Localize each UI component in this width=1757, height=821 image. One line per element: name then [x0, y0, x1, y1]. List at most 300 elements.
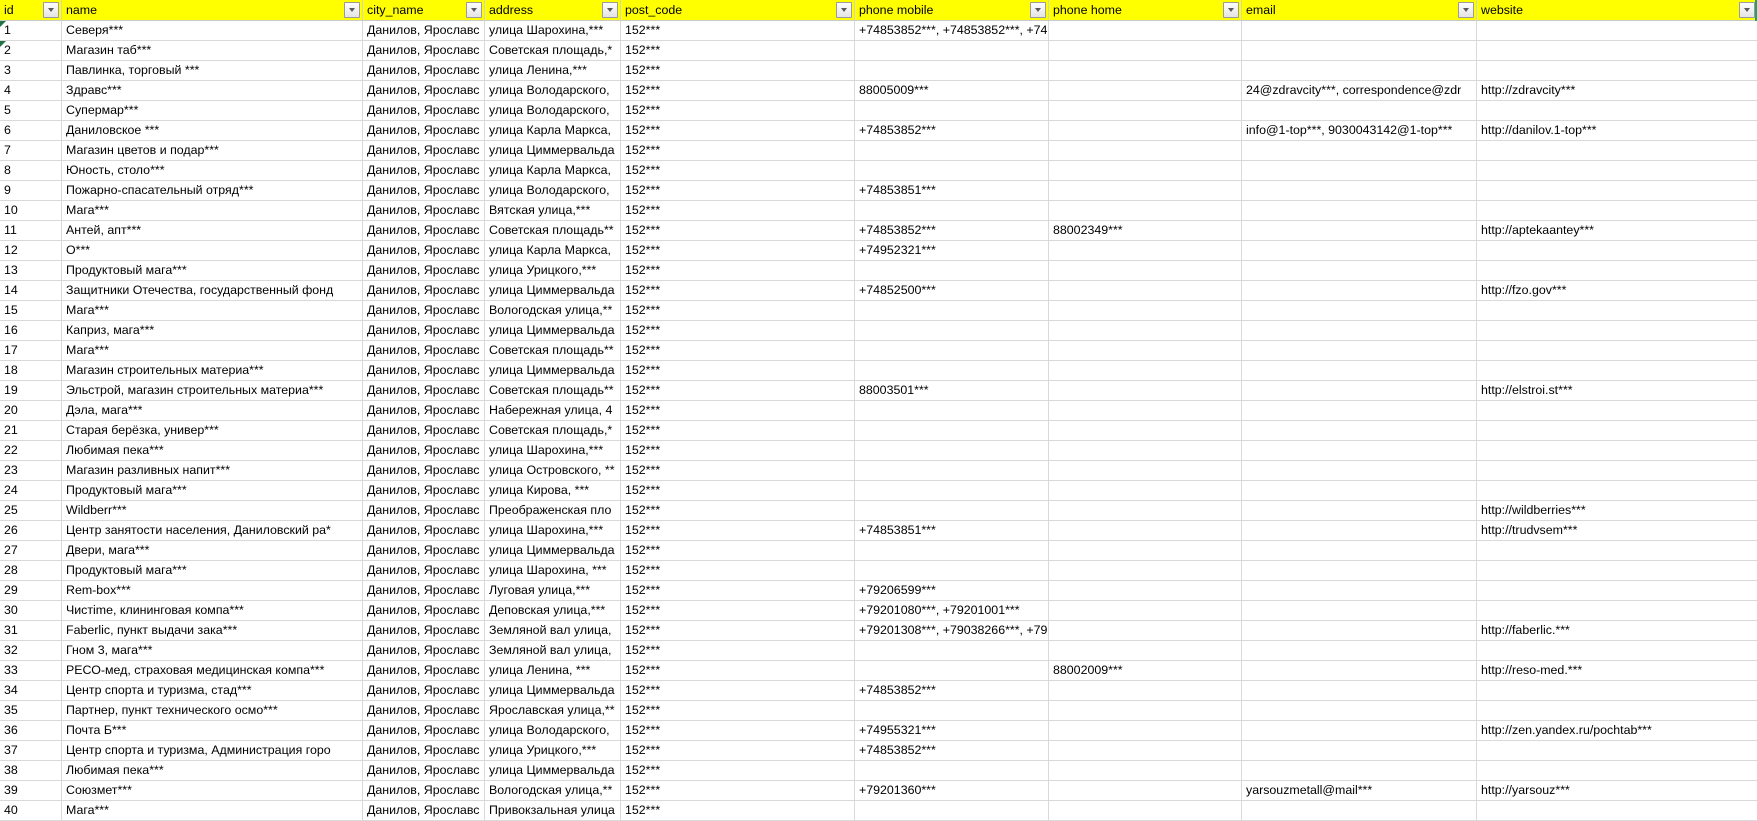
cell-address[interactable]: улица Циммервальда	[485, 141, 621, 161]
cell-name[interactable]: Мага***	[62, 301, 363, 321]
cell-name[interactable]: Магазин таб***	[62, 41, 363, 61]
cell-phone_home[interactable]	[1049, 781, 1242, 801]
cell-city_name[interactable]: Данилов, Ярославс	[363, 41, 485, 61]
cell-phone_mobile[interactable]: +79201080***, +79201001***	[855, 601, 1049, 621]
cell-email[interactable]	[1242, 221, 1477, 241]
cell-phone_home[interactable]	[1049, 401, 1242, 421]
cell-phone_home[interactable]	[1049, 341, 1242, 361]
column-header-phone_mobile[interactable]	[855, 0, 1049, 21]
cell-city_name[interactable]: Данилов, Ярославс	[363, 281, 485, 301]
cell-phone_home[interactable]	[1049, 521, 1242, 541]
cell-email[interactable]	[1242, 801, 1477, 821]
cell-name[interactable]: РЕСО-мед, страховая медицинская компа***	[62, 661, 363, 681]
cell-post_code[interactable]: 152***	[621, 221, 855, 241]
cell-name[interactable]: Центр спорта и туризма, стад***	[62, 681, 363, 701]
cell-email[interactable]: info@1-top***, 9030043142@1-top***	[1242, 121, 1477, 141]
cell-phone_home[interactable]	[1049, 141, 1242, 161]
cell-name[interactable]: Гном 3, мага***	[62, 641, 363, 661]
cell-website[interactable]	[1477, 101, 1757, 121]
cell-id[interactable]: 17	[0, 341, 62, 361]
cell-phone_home[interactable]	[1049, 281, 1242, 301]
cell-phone_mobile[interactable]	[855, 641, 1049, 661]
cell-name[interactable]: Северя***	[62, 21, 363, 41]
cell-email[interactable]	[1242, 481, 1477, 501]
cell-id[interactable]: 12	[0, 241, 62, 261]
cell-website[interactable]	[1477, 341, 1757, 361]
cell-address[interactable]: улица Володарского,	[485, 721, 621, 741]
cell-name[interactable]: Faberlic, пункт выдачи зака***	[62, 621, 363, 641]
cell-name[interactable]: Старая берёзка, универ***	[62, 421, 363, 441]
cell-phone_home[interactable]	[1049, 461, 1242, 481]
filter-button-city_name[interactable]	[466, 2, 482, 18]
cell-city_name[interactable]: Данилов, Ярославс	[363, 321, 485, 341]
cell-id[interactable]: 32	[0, 641, 62, 661]
cell-name[interactable]: Защитники Отечества, государственный фонд	[62, 281, 363, 301]
cell-name[interactable]: Rem-box***	[62, 581, 363, 601]
cell-city_name[interactable]: Данилов, Ярославс	[363, 461, 485, 481]
cell-id[interactable]: 14	[0, 281, 62, 301]
cell-email[interactable]	[1242, 721, 1477, 741]
cell-name[interactable]: Любимая пека***	[62, 441, 363, 461]
cell-name[interactable]: Двери, мага***	[62, 541, 363, 561]
cell-address[interactable]: улица Циммервальда	[485, 361, 621, 381]
cell-id[interactable]: 33	[0, 661, 62, 681]
cell-address[interactable]: улица Циммервальда	[485, 761, 621, 781]
cell-city_name[interactable]: Данилов, Ярославс	[363, 201, 485, 221]
cell-name[interactable]: Любимая пека***	[62, 761, 363, 781]
cell-phone_mobile[interactable]: +74853852***, +74853852***, +74	[855, 21, 1049, 41]
cell-phone_mobile[interactable]	[855, 801, 1049, 821]
cell-phone_mobile[interactable]	[855, 441, 1049, 461]
cell-phone_home[interactable]	[1049, 681, 1242, 701]
filter-button-post_code[interactable]	[836, 2, 852, 18]
cell-id[interactable]: 19	[0, 381, 62, 401]
column-header-post_code[interactable]	[621, 0, 855, 21]
cell-city_name[interactable]: Данилов, Ярославс	[363, 101, 485, 121]
cell-address[interactable]: Советская площадь**	[485, 221, 621, 241]
cell-post_code[interactable]: 152***	[621, 121, 855, 141]
cell-address[interactable]: Набережная улица, 4	[485, 401, 621, 421]
cell-address[interactable]: улица Шарохина,***	[485, 521, 621, 541]
column-header-city_name[interactable]	[363, 0, 485, 21]
cell-phone_mobile[interactable]: 88003501***	[855, 381, 1049, 401]
cell-city_name[interactable]: Данилов, Ярославс	[363, 721, 485, 741]
cell-id[interactable]: 15	[0, 301, 62, 321]
cell-city_name[interactable]: Данилов, Ярославс	[363, 801, 485, 821]
cell-name[interactable]: Антей, апт***	[62, 221, 363, 241]
cell-address[interactable]: улица Шарохина,***	[485, 441, 621, 461]
cell-phone_home[interactable]	[1049, 701, 1242, 721]
cell-website[interactable]	[1477, 61, 1757, 81]
cell-phone_home[interactable]	[1049, 501, 1242, 521]
cell-city_name[interactable]: Данилов, Ярославс	[363, 381, 485, 401]
cell-website[interactable]: http://danilov.1-top***	[1477, 121, 1757, 141]
cell-phone_mobile[interactable]	[855, 501, 1049, 521]
cell-id[interactable]: 36	[0, 721, 62, 741]
cell-address[interactable]: улица Шарохина, ***	[485, 561, 621, 581]
cell-city_name[interactable]: Данилов, Ярославс	[363, 661, 485, 681]
cell-id[interactable]: 24	[0, 481, 62, 501]
cell-post_code[interactable]: 152***	[621, 181, 855, 201]
cell-email[interactable]	[1242, 241, 1477, 261]
cell-city_name[interactable]: Данилов, Ярославс	[363, 621, 485, 641]
cell-city_name[interactable]: Данилов, Ярославс	[363, 701, 485, 721]
cell-website[interactable]	[1477, 461, 1757, 481]
cell-phone_home[interactable]	[1049, 201, 1242, 221]
cell-id[interactable]: 25	[0, 501, 62, 521]
cell-address[interactable]: Вятская улица,***	[485, 201, 621, 221]
cell-phone_home[interactable]	[1049, 741, 1242, 761]
cell-address[interactable]: Советская площадь,*	[485, 421, 621, 441]
cell-post_code[interactable]: 152***	[621, 741, 855, 761]
cell-id[interactable]: 11	[0, 221, 62, 241]
cell-phone_home[interactable]	[1049, 421, 1242, 441]
cell-website[interactable]	[1477, 601, 1757, 621]
cell-phone_mobile[interactable]	[855, 101, 1049, 121]
cell-address[interactable]: улица Володарского,	[485, 181, 621, 201]
cell-city_name[interactable]: Данилов, Ярославс	[363, 61, 485, 81]
cell-phone_home[interactable]	[1049, 181, 1242, 201]
cell-city_name[interactable]: Данилов, Ярославс	[363, 781, 485, 801]
cell-phone_mobile[interactable]	[855, 361, 1049, 381]
cell-phone_home[interactable]	[1049, 801, 1242, 821]
cell-name[interactable]: Партнер, пункт технического осмо***	[62, 701, 363, 721]
cell-city_name[interactable]: Данилов, Ярославс	[363, 401, 485, 421]
cell-email[interactable]	[1242, 581, 1477, 601]
cell-email[interactable]	[1242, 701, 1477, 721]
cell-post_code[interactable]: 152***	[621, 21, 855, 41]
cell-city_name[interactable]: Данилов, Ярославс	[363, 221, 485, 241]
cell-post_code[interactable]: 152***	[621, 401, 855, 421]
cell-name[interactable]: Союзмет***	[62, 781, 363, 801]
cell-post_code[interactable]: 152***	[621, 161, 855, 181]
cell-id[interactable]: 3	[0, 61, 62, 81]
cell-website[interactable]: http://wildberries***	[1477, 501, 1757, 521]
column-header-website[interactable]	[1477, 0, 1757, 21]
column-header-name[interactable]	[62, 0, 363, 21]
cell-post_code[interactable]: 152***	[621, 701, 855, 721]
cell-name[interactable]: Продуктовый мага***	[62, 261, 363, 281]
cell-email[interactable]	[1242, 621, 1477, 641]
cell-phone_home[interactable]	[1049, 81, 1242, 101]
cell-phone_home[interactable]	[1049, 541, 1242, 561]
cell-post_code[interactable]: 152***	[621, 381, 855, 401]
cell-phone_home[interactable]	[1049, 641, 1242, 661]
cell-website[interactable]: http://reso-med.***	[1477, 661, 1757, 681]
cell-phone_home[interactable]	[1049, 241, 1242, 261]
cell-phone_mobile[interactable]: +79201308***, +79038266***, +79	[855, 621, 1049, 641]
cell-phone_mobile[interactable]	[855, 41, 1049, 61]
cell-website[interactable]: http://elstroi.st***	[1477, 381, 1757, 401]
cell-post_code[interactable]: 152***	[621, 361, 855, 381]
cell-address[interactable]: Советская площадь**	[485, 381, 621, 401]
cell-id[interactable]: 1	[0, 21, 62, 41]
cell-post_code[interactable]: 152***	[621, 321, 855, 341]
cell-name[interactable]: О***	[62, 241, 363, 261]
cell-name[interactable]: Здравс***	[62, 81, 363, 101]
cell-post_code[interactable]: 152***	[621, 521, 855, 541]
cell-phone_mobile[interactable]	[855, 421, 1049, 441]
cell-city_name[interactable]: Данилов, Ярославс	[363, 361, 485, 381]
cell-phone_home[interactable]	[1049, 361, 1242, 381]
cell-city_name[interactable]: Данилов, Ярославс	[363, 741, 485, 761]
cell-email[interactable]	[1242, 561, 1477, 581]
cell-id[interactable]: 28	[0, 561, 62, 581]
cell-website[interactable]	[1477, 541, 1757, 561]
cell-website[interactable]	[1477, 641, 1757, 661]
cell-address[interactable]: улица Циммервальда	[485, 281, 621, 301]
cell-phone_mobile[interactable]	[855, 341, 1049, 361]
cell-id[interactable]: 39	[0, 781, 62, 801]
cell-id[interactable]: 23	[0, 461, 62, 481]
cell-phone_mobile[interactable]	[855, 401, 1049, 421]
cell-phone_mobile[interactable]	[855, 541, 1049, 561]
cell-city_name[interactable]: Данилов, Ярославс	[363, 81, 485, 101]
column-header-id[interactable]	[0, 0, 62, 21]
cell-name[interactable]: Пожарно-спасательный отряд***	[62, 181, 363, 201]
cell-phone_mobile[interactable]	[855, 661, 1049, 681]
cell-website[interactable]	[1477, 481, 1757, 501]
cell-city_name[interactable]: Данилов, Ярославс	[363, 681, 485, 701]
cell-email[interactable]	[1242, 101, 1477, 121]
cell-name[interactable]: Почта Б***	[62, 721, 363, 741]
cell-city_name[interactable]: Данилов, Ярославс	[363, 181, 485, 201]
cell-city_name[interactable]: Данилов, Ярославс	[363, 341, 485, 361]
cell-address[interactable]: Вологодская улица,**	[485, 301, 621, 321]
cell-address[interactable]: улица Урицкого,***	[485, 261, 621, 281]
cell-email[interactable]	[1242, 601, 1477, 621]
cell-email[interactable]	[1242, 321, 1477, 341]
cell-address[interactable]: Ярославская улица,**	[485, 701, 621, 721]
cell-post_code[interactable]: 152***	[621, 721, 855, 741]
filter-button-id[interactable]	[43, 2, 59, 18]
cell-phone_home[interactable]	[1049, 101, 1242, 121]
cell-post_code[interactable]: 152***	[621, 581, 855, 601]
cell-email[interactable]	[1242, 161, 1477, 181]
filter-button-name[interactable]	[344, 2, 360, 18]
cell-name[interactable]: Дэла, мага***	[62, 401, 363, 421]
cell-address[interactable]: Привокзальная улица	[485, 801, 621, 821]
cell-address[interactable]: улица Шарохина,***	[485, 21, 621, 41]
cell-address[interactable]: улица Володарского,	[485, 101, 621, 121]
cell-name[interactable]: Wildberr***	[62, 501, 363, 521]
cell-email[interactable]	[1242, 681, 1477, 701]
cell-phone_mobile[interactable]: +74853852***	[855, 741, 1049, 761]
cell-phone_home[interactable]	[1049, 301, 1242, 321]
cell-name[interactable]: Центр занятости населения, Даниловский ра*	[62, 521, 363, 541]
cell-post_code[interactable]: 152***	[621, 481, 855, 501]
cell-id[interactable]: 7	[0, 141, 62, 161]
cell-website[interactable]: http://trudvsem***	[1477, 521, 1757, 541]
cell-email[interactable]	[1242, 461, 1477, 481]
cell-id[interactable]: 29	[0, 581, 62, 601]
cell-email[interactable]	[1242, 441, 1477, 461]
cell-email[interactable]	[1242, 641, 1477, 661]
cell-city_name[interactable]: Данилов, Ярославс	[363, 601, 485, 621]
cell-city_name[interactable]: Данилов, Ярославс	[363, 521, 485, 541]
cell-address[interactable]: улица Урицкого,***	[485, 741, 621, 761]
cell-phone_mobile[interactable]	[855, 701, 1049, 721]
cell-address[interactable]: Земляной вал улица,	[485, 641, 621, 661]
cell-phone_home[interactable]	[1049, 61, 1242, 81]
cell-city_name[interactable]: Данилов, Ярославс	[363, 121, 485, 141]
cell-website[interactable]	[1477, 181, 1757, 201]
cell-phone_mobile[interactable]: +74952321***	[855, 241, 1049, 261]
cell-phone_mobile[interactable]: +79206599***	[855, 581, 1049, 601]
cell-phone_mobile[interactable]	[855, 561, 1049, 581]
cell-email[interactable]	[1242, 661, 1477, 681]
cell-website[interactable]: http://zen.yandex.ru/pochtab***	[1477, 721, 1757, 741]
cell-city_name[interactable]: Данилов, Ярославс	[363, 761, 485, 781]
cell-id[interactable]: 27	[0, 541, 62, 561]
cell-email[interactable]	[1242, 501, 1477, 521]
cell-id[interactable]: 26	[0, 521, 62, 541]
cell-post_code[interactable]: 152***	[621, 341, 855, 361]
cell-id[interactable]: 16	[0, 321, 62, 341]
cell-address[interactable]: улица Кирова, ***	[485, 481, 621, 501]
cell-phone_home[interactable]: 88002349***	[1049, 221, 1242, 241]
cell-email[interactable]	[1242, 401, 1477, 421]
cell-website[interactable]	[1477, 261, 1757, 281]
cell-address[interactable]: улица Ленина, ***	[485, 661, 621, 681]
cell-post_code[interactable]: 152***	[621, 501, 855, 521]
filter-button-website[interactable]	[1739, 2, 1755, 18]
cell-phone_mobile[interactable]: +74853851***	[855, 181, 1049, 201]
cell-city_name[interactable]: Данилов, Ярославс	[363, 581, 485, 601]
cell-phone_home[interactable]	[1049, 481, 1242, 501]
cell-name[interactable]: Мага***	[62, 801, 363, 821]
cell-email[interactable]: yarsouzmetall@mail***	[1242, 781, 1477, 801]
cell-address[interactable]: Советская площадь**	[485, 341, 621, 361]
cell-email[interactable]	[1242, 541, 1477, 561]
cell-phone_home[interactable]	[1049, 321, 1242, 341]
cell-email[interactable]	[1242, 421, 1477, 441]
cell-id[interactable]: 8	[0, 161, 62, 181]
cell-address[interactable]: улица Ленина,***	[485, 61, 621, 81]
cell-post_code[interactable]: 152***	[621, 781, 855, 801]
cell-email[interactable]	[1242, 281, 1477, 301]
cell-email[interactable]	[1242, 41, 1477, 61]
cell-city_name[interactable]: Данилов, Ярославс	[363, 161, 485, 181]
cell-address[interactable]: улица Володарского,	[485, 81, 621, 101]
cell-name[interactable]: Продуктовый мага***	[62, 561, 363, 581]
cell-website[interactable]	[1477, 441, 1757, 461]
cell-post_code[interactable]: 152***	[621, 601, 855, 621]
cell-id[interactable]: 31	[0, 621, 62, 641]
cell-phone_mobile[interactable]	[855, 61, 1049, 81]
cell-phone_home[interactable]	[1049, 381, 1242, 401]
cell-phone_mobile[interactable]: 88005009***	[855, 81, 1049, 101]
cell-post_code[interactable]: 152***	[621, 461, 855, 481]
cell-city_name[interactable]: Данилов, Ярославс	[363, 501, 485, 521]
cell-website[interactable]	[1477, 321, 1757, 341]
cell-id[interactable]: 10	[0, 201, 62, 221]
cell-name[interactable]: Чистime, клининговая компа***	[62, 601, 363, 621]
cell-phone_mobile[interactable]	[855, 301, 1049, 321]
column-header-address[interactable]	[485, 0, 621, 21]
cell-post_code[interactable]: 152***	[621, 561, 855, 581]
cell-website[interactable]	[1477, 161, 1757, 181]
cell-city_name[interactable]: Данилов, Ярославс	[363, 141, 485, 161]
cell-post_code[interactable]: 152***	[621, 241, 855, 261]
cell-phone_mobile[interactable]	[855, 461, 1049, 481]
cell-id[interactable]: 35	[0, 701, 62, 721]
cell-id[interactable]: 9	[0, 181, 62, 201]
cell-city_name[interactable]: Данилов, Ярославс	[363, 421, 485, 441]
cell-website[interactable]	[1477, 681, 1757, 701]
cell-post_code[interactable]: 152***	[621, 281, 855, 301]
cell-address[interactable]: Луговая улица,***	[485, 581, 621, 601]
cell-phone_home[interactable]	[1049, 621, 1242, 641]
cell-email[interactable]: 24@zdravcity***, correspondence@zdr	[1242, 81, 1477, 101]
cell-phone_mobile[interactable]	[855, 261, 1049, 281]
cell-id[interactable]: 13	[0, 261, 62, 281]
cell-website[interactable]: http://aptekaantey***	[1477, 221, 1757, 241]
cell-city_name[interactable]: Данилов, Ярославс	[363, 21, 485, 41]
cell-name[interactable]: Каприз, мага***	[62, 321, 363, 341]
cell-website[interactable]	[1477, 701, 1757, 721]
filter-button-phone_home[interactable]	[1223, 2, 1239, 18]
cell-name[interactable]: Продуктовый мага***	[62, 481, 363, 501]
cell-email[interactable]	[1242, 381, 1477, 401]
cell-post_code[interactable]: 152***	[621, 201, 855, 221]
cell-post_code[interactable]: 152***	[621, 661, 855, 681]
cell-address[interactable]: улица Циммервальда	[485, 541, 621, 561]
cell-phone_home[interactable]	[1049, 21, 1242, 41]
cell-post_code[interactable]: 152***	[621, 621, 855, 641]
cell-post_code[interactable]: 152***	[621, 761, 855, 781]
cell-website[interactable]	[1477, 241, 1757, 261]
cell-address[interactable]: Советская площадь,*	[485, 41, 621, 61]
cell-id[interactable]: 37	[0, 741, 62, 761]
cell-phone_mobile[interactable]	[855, 141, 1049, 161]
cell-phone_home[interactable]	[1049, 441, 1242, 461]
cell-phone_home[interactable]	[1049, 261, 1242, 281]
cell-website[interactable]	[1477, 401, 1757, 421]
cell-phone_home[interactable]	[1049, 581, 1242, 601]
cell-name[interactable]: Даниловское ***	[62, 121, 363, 141]
cell-email[interactable]	[1242, 341, 1477, 361]
cell-phone_mobile[interactable]: +79201360***	[855, 781, 1049, 801]
cell-id[interactable]: 6	[0, 121, 62, 141]
cell-phone_mobile[interactable]: +74852500***	[855, 281, 1049, 301]
cell-website[interactable]	[1477, 421, 1757, 441]
cell-name[interactable]: Мага***	[62, 341, 363, 361]
cell-post_code[interactable]: 152***	[621, 801, 855, 821]
cell-phone_home[interactable]	[1049, 761, 1242, 781]
cell-phone_home[interactable]	[1049, 561, 1242, 581]
cell-id[interactable]: 21	[0, 421, 62, 441]
cell-address[interactable]: улица Островского, **	[485, 461, 621, 481]
cell-name[interactable]: Супермар***	[62, 101, 363, 121]
column-header-email[interactable]	[1242, 0, 1477, 21]
cell-address[interactable]: Деповская улица,***	[485, 601, 621, 621]
cell-address[interactable]: улица Карла Маркса,	[485, 241, 621, 261]
cell-phone_mobile[interactable]: +74853852***	[855, 121, 1049, 141]
cell-city_name[interactable]: Данилов, Ярославс	[363, 301, 485, 321]
cell-email[interactable]	[1242, 761, 1477, 781]
cell-phone_home[interactable]	[1049, 161, 1242, 181]
cell-city_name[interactable]: Данилов, Ярославс	[363, 441, 485, 461]
cell-email[interactable]	[1242, 301, 1477, 321]
cell-website[interactable]: http://fzo.gov***	[1477, 281, 1757, 301]
cell-email[interactable]	[1242, 61, 1477, 81]
cell-website[interactable]	[1477, 141, 1757, 161]
cell-city_name[interactable]: Данилов, Ярославс	[363, 481, 485, 501]
cell-name[interactable]: Юность, столо***	[62, 161, 363, 181]
cell-post_code[interactable]: 152***	[621, 301, 855, 321]
cell-address[interactable]: Преображенская пло	[485, 501, 621, 521]
